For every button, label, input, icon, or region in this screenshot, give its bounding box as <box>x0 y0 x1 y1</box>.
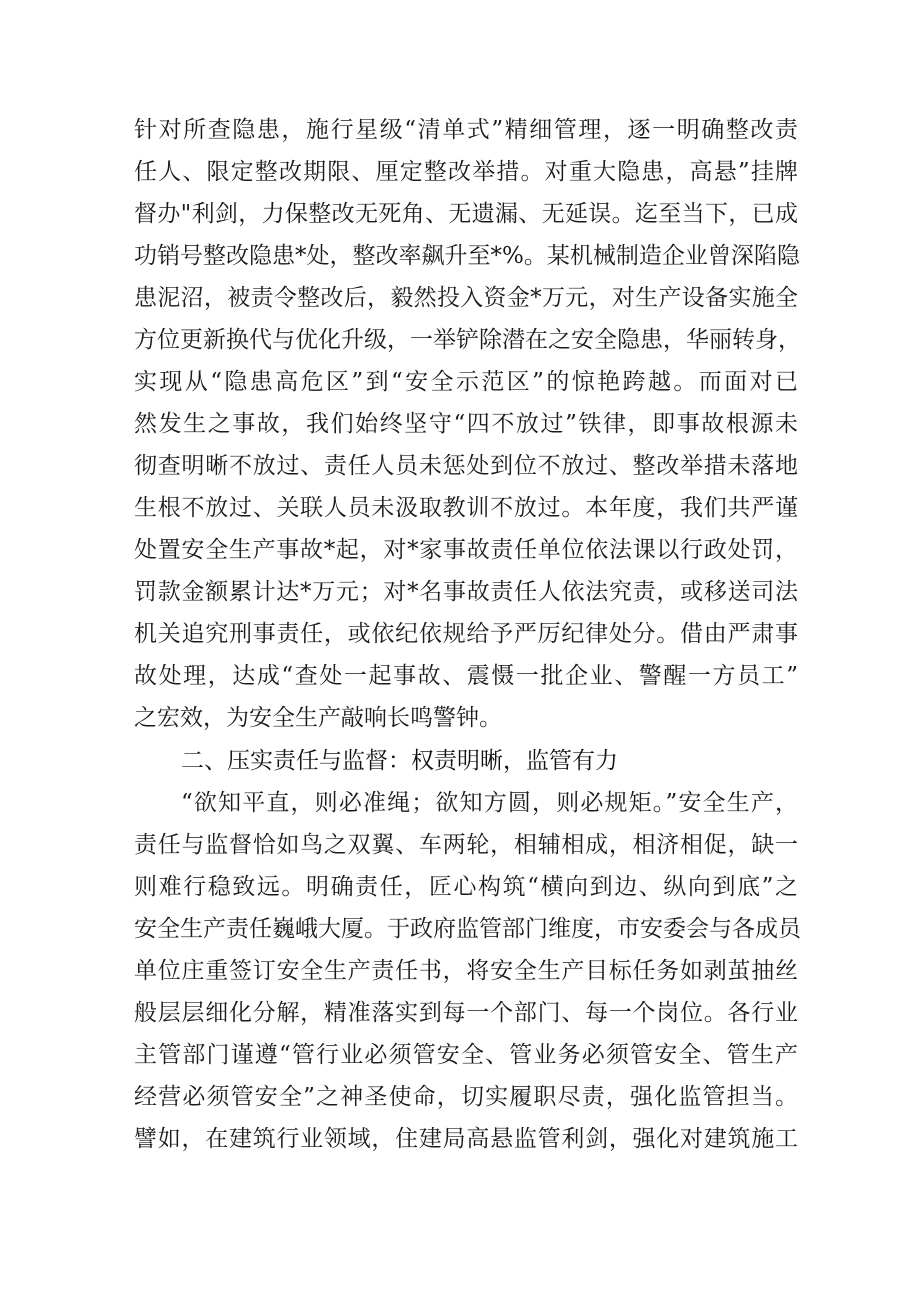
paragraph-line: 然发生之事故，我们始终坚守“四不放过”铁律，即事故根源未 <box>134 411 798 437</box>
paragraph-line: 生根不放过、关联人员未汲取教训不放过。本年度，我们共严谨 <box>134 495 798 521</box>
paragraph-line: 责任与监督恰如鸟之双翼、车两轮，相辅相成，相济相促，缺一 <box>134 832 798 858</box>
paragraph-line: 机关追究刑事责任，或依纪依规给予严厉纪律处分。借由严肃事 <box>134 621 798 647</box>
paragraph-line: 功销号整改隐患*处，整改率飙升至*%。某机械制造企业曾深陷隐 <box>134 243 800 269</box>
paragraph-line: 之宏效，为安全生产敲响长鸣警钟。 <box>134 705 502 731</box>
paragraph-line: 经营必须管安全”之神圣使命，切实履职尽责，强化监管担当。 <box>134 1084 798 1110</box>
paragraph-line: 譬如，在建筑行业领域，住建局高悬监管利剑，强化对建筑施工 <box>134 1126 798 1152</box>
paragraph-line: 督办"利剑，力保整改无死角、无遗漏、无延误。迄至当下，已成 <box>134 201 798 227</box>
section-heading: 二、压实责任与监督：权责明晰，监管有力 <box>181 748 618 774</box>
paragraph-line: 任人、限定整改期限、厘定整改举措。对重大隐患，高悬”挂牌 <box>134 159 798 185</box>
paragraph-line: 针对所查隐患，施行星级“清单式”精细管理，逐一明确整改责 <box>134 117 798 143</box>
paragraph-line: 处置安全生产事故*起，对*家事故责任单位依法课以行政处罚， <box>134 537 798 563</box>
paragraph-line: 彻查明晰不放过、责任人员未惩处到位不放过、整改举措未落地 <box>134 453 798 479</box>
paragraph-line: 则难行稳致远。明确责任，匠心构筑“横向到边、纵向到底”之 <box>134 874 798 900</box>
paragraph-line: 主管部门谨遵“管行业必须管安全、管业务必须管安全、管生产 <box>134 1042 798 1068</box>
paragraph-line: 患泥沼，被责令整改后，毅然投入资金*万元，对生产设备实施全 <box>134 285 798 311</box>
paragraph-line: 单位庄重签订安全生产责任书，将安全生产目标任务如剥茧抽丝 <box>134 958 798 984</box>
paragraph-line: 般层层细化分解，精准落实到每一个部门、每一个岗位。各行业 <box>134 1000 798 1026</box>
paragraph-line: 故处理，达成“查处一起事故、震慑一批企业、警醒一方员工” <box>134 663 798 689</box>
paragraph-line: 方位更新换代与优化升级，一举铲除潜在之安全隐患，华丽转身， <box>134 327 801 353</box>
paragraph-line: 实现从“隐患高危区”到“安全示范区”的惊艳跨越。而面对已 <box>134 369 798 395</box>
paragraph-line: “欲知平直，则必准绳；欲知方圆，则必规矩。”安全生产， <box>181 790 798 816</box>
paragraph-line: 安全生产责任巍峨大厦。于政府监管部门维度，市安委会与各成员 <box>134 916 801 942</box>
paragraph-line: 罚款金额累计达*万元；对*名事故责任人依法究责，或移送司法 <box>134 579 798 605</box>
